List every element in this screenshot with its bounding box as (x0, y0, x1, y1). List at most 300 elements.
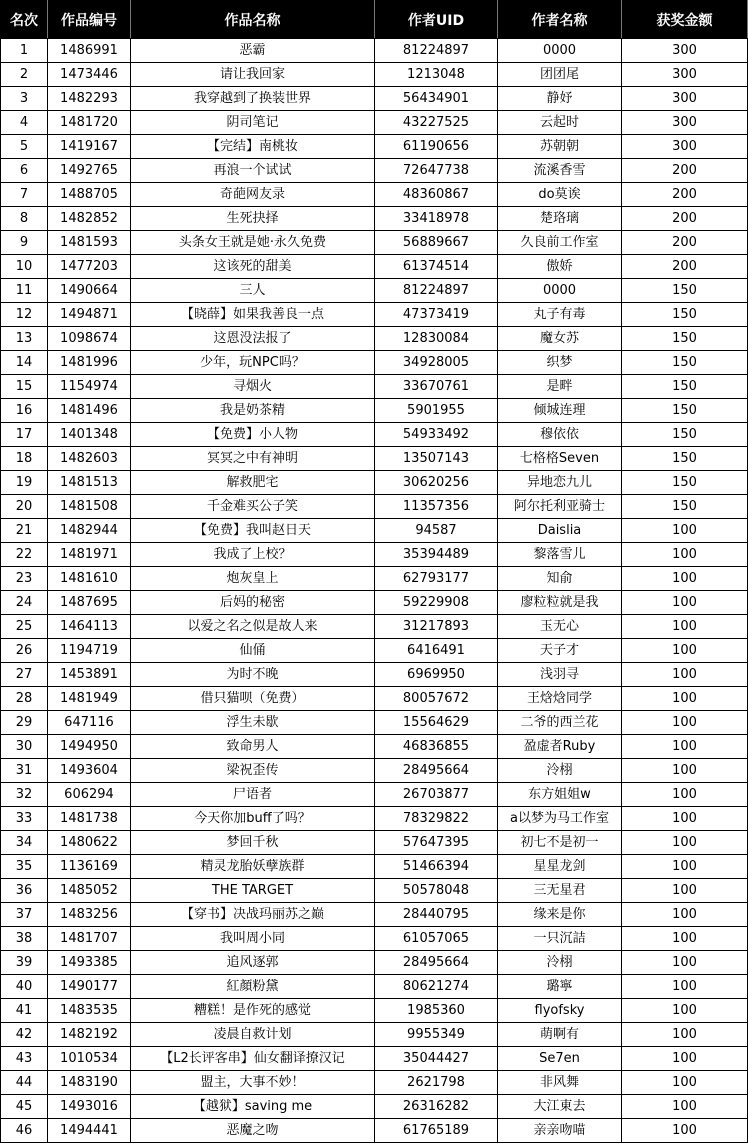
author-name-cell: 廖粒粒就是我 (498, 591, 622, 615)
work-title-cell: 糟糕！是作死的感觉 (131, 999, 375, 1023)
table-row (1, 159, 748, 183)
work-title-cell: 【L2长评客串】仙女翻译撩汉记 (131, 1047, 375, 1071)
author-name-cell: 团团尾 (498, 63, 622, 87)
author-name-cell: 东方姐姐w (498, 783, 622, 807)
work-id-cell: 1483535 (48, 999, 131, 1023)
author-uid-cell: 6969950 (375, 663, 498, 687)
work-id-cell: 1481593 (48, 231, 131, 255)
work-id-cell: 1480622 (48, 831, 131, 855)
work-id-cell: 1482293 (48, 87, 131, 111)
author-uid-cell: 43227525 (375, 111, 498, 135)
award-amount-cell: 100 (622, 615, 748, 639)
author-name-cell: 流溪香雪 (498, 159, 622, 183)
award-amount-cell: 200 (622, 231, 748, 255)
award-amount-cell: 100 (622, 1047, 748, 1071)
table-row (1, 999, 748, 1023)
work-title-cell: 少年，玩NPC吗？ (131, 351, 375, 375)
work-title-cell: 盟主，大事不妙！ (131, 1071, 375, 1095)
author-uid-cell: 48360867 (375, 183, 498, 207)
author-name-cell: 静妤 (498, 87, 622, 111)
work-title-cell: 仙俑 (131, 639, 375, 663)
work-id-cell: 1488705 (48, 183, 131, 207)
award-amount-cell: 100 (622, 975, 748, 999)
work-title-cell: 紅顏粉黛 (131, 975, 375, 999)
author-uid-cell: 9955349 (375, 1023, 498, 1047)
award-amount-cell: 300 (622, 87, 748, 111)
work-id-cell: 1481971 (48, 543, 131, 567)
award-amount-cell: 100 (622, 639, 748, 663)
rank-cell: 24 (1, 591, 48, 615)
work-id-cell: 1482192 (48, 1023, 131, 1047)
table-row (1, 255, 748, 279)
table-row (1, 975, 748, 999)
award-amount-cell: 100 (622, 1095, 748, 1119)
work-id-cell: 1493385 (48, 951, 131, 975)
work-title-cell: 【穿书】决战玛丽苏之巅 (131, 903, 375, 927)
work-id-cell: 1481496 (48, 399, 131, 423)
award-amount-cell: 100 (622, 1119, 748, 1143)
award-amount-cell: 150 (622, 399, 748, 423)
author-uid-cell: 28440795 (375, 903, 498, 927)
work-id-cell: 1401348 (48, 423, 131, 447)
work-title-cell: 这该死的甜美 (131, 255, 375, 279)
award-amount-cell: 100 (622, 591, 748, 615)
table-row (1, 663, 748, 687)
table-row (1, 39, 748, 63)
work-id-cell: 1481610 (48, 567, 131, 591)
work-id-cell: 1010534 (48, 1047, 131, 1071)
rank-cell: 26 (1, 639, 48, 663)
work-id-cell: 1136169 (48, 855, 131, 879)
author-uid-cell: 2621798 (375, 1071, 498, 1095)
rank-cell: 40 (1, 975, 48, 999)
header-rank: 名次 (1, 1, 48, 39)
author-name-cell: 阿尔托利亚骑士 (498, 495, 622, 519)
author-uid-cell: 1985360 (375, 999, 498, 1023)
award-amount-cell: 150 (622, 423, 748, 447)
rank-cell: 3 (1, 87, 48, 111)
work-title-cell: 【免费】我叫赵日天 (131, 519, 375, 543)
work-title-cell: 致命男人 (131, 735, 375, 759)
work-title-cell: 【晓薛】如果我善良一点 (131, 303, 375, 327)
award-amount-cell: 150 (622, 495, 748, 519)
rank-cell: 25 (1, 615, 48, 639)
table-body (1, 39, 748, 1143)
author-uid-cell: 78329822 (375, 807, 498, 831)
rank-cell: 32 (1, 783, 48, 807)
award-amount-cell: 150 (622, 303, 748, 327)
header-author-name: 作者名称 (498, 1, 622, 39)
work-title-cell: 为时不晚 (131, 663, 375, 687)
rank-cell: 9 (1, 231, 48, 255)
author-uid-cell: 35044427 (375, 1047, 498, 1071)
table-row (1, 1023, 748, 1047)
work-id-cell: 1477203 (48, 255, 131, 279)
rank-cell: 44 (1, 1071, 48, 1095)
work-id-cell: 1490664 (48, 279, 131, 303)
table-row (1, 639, 748, 663)
table-row (1, 879, 748, 903)
author-uid-cell: 13507143 (375, 447, 498, 471)
work-id-cell: 1487695 (48, 591, 131, 615)
work-title-cell: 后妈的秘密 (131, 591, 375, 615)
table-row (1, 183, 748, 207)
award-amount-cell: 200 (622, 183, 748, 207)
table-row (1, 855, 748, 879)
author-uid-cell: 5901955 (375, 399, 498, 423)
award-amount-cell: 100 (622, 759, 748, 783)
award-amount-cell: 100 (622, 831, 748, 855)
rank-cell: 2 (1, 63, 48, 87)
work-title-cell: 恶魔之吻 (131, 1119, 375, 1143)
author-name-cell: 王焓焓同学 (498, 687, 622, 711)
work-id-cell: 1481949 (48, 687, 131, 711)
work-id-cell: 1473446 (48, 63, 131, 87)
work-id-cell: 1098674 (48, 327, 131, 351)
rank-cell: 7 (1, 183, 48, 207)
rank-cell: 30 (1, 735, 48, 759)
rank-cell: 27 (1, 663, 48, 687)
header-work-id: 作品编号 (48, 1, 131, 39)
work-title-cell: 解救肥宅 (131, 471, 375, 495)
award-amount-cell: 100 (622, 879, 748, 903)
award-amount-cell: 100 (622, 999, 748, 1023)
award-amount-cell: 300 (622, 111, 748, 135)
table-row (1, 831, 748, 855)
author-uid-cell: 94587 (375, 519, 498, 543)
rank-cell: 39 (1, 951, 48, 975)
table-row (1, 327, 748, 351)
work-title-cell: 请让我回家 (131, 63, 375, 87)
work-title-cell: 追风逐郭 (131, 951, 375, 975)
rank-cell: 5 (1, 135, 48, 159)
rank-cell: 12 (1, 303, 48, 327)
award-amount-cell: 100 (622, 951, 748, 975)
award-amount-cell: 150 (622, 351, 748, 375)
table-row (1, 519, 748, 543)
header-row (1, 1, 748, 39)
table-row (1, 231, 748, 255)
work-id-cell: 1483190 (48, 1071, 131, 1095)
author-uid-cell: 35394489 (375, 543, 498, 567)
work-id-cell: 1194719 (48, 639, 131, 663)
rank-cell: 13 (1, 327, 48, 351)
author-uid-cell: 56889667 (375, 231, 498, 255)
award-amount-cell: 100 (622, 543, 748, 567)
author-name-cell: 楚珞璃 (498, 207, 622, 231)
table-row (1, 135, 748, 159)
work-title-cell: 恶霸 (131, 39, 375, 63)
award-amount-cell: 200 (622, 255, 748, 279)
table-row (1, 87, 748, 111)
rank-cell: 38 (1, 927, 48, 951)
author-name-cell: 初七不是初一 (498, 831, 622, 855)
author-name-cell: 傲娇 (498, 255, 622, 279)
author-uid-cell: 26316282 (375, 1095, 498, 1119)
table-row (1, 951, 748, 975)
author-name-cell: 非风舞 (498, 1071, 622, 1095)
award-amount-cell: 100 (622, 855, 748, 879)
work-title-cell: 生死抉择 (131, 207, 375, 231)
work-id-cell: 1481720 (48, 111, 131, 135)
rank-cell: 35 (1, 855, 48, 879)
work-title-cell: 奇葩网友录 (131, 183, 375, 207)
award-amount-cell: 100 (622, 783, 748, 807)
rank-cell: 19 (1, 471, 48, 495)
work-title-cell: 冥冥之中有神明 (131, 447, 375, 471)
table-row (1, 591, 748, 615)
author-name-cell: 星星龙剑 (498, 855, 622, 879)
work-title-cell: 梦回千秋 (131, 831, 375, 855)
work-id-cell: 1482852 (48, 207, 131, 231)
author-uid-cell: 59229908 (375, 591, 498, 615)
award-amount-cell: 100 (622, 663, 748, 687)
author-uid-cell: 80621274 (375, 975, 498, 999)
author-uid-cell: 30620256 (375, 471, 498, 495)
table-row (1, 711, 748, 735)
author-name-cell: 浅羽寻 (498, 663, 622, 687)
table-row (1, 1119, 748, 1143)
work-id-cell: 1482603 (48, 447, 131, 471)
table-row (1, 423, 748, 447)
author-uid-cell: 47373419 (375, 303, 498, 327)
award-amount-cell: 100 (622, 807, 748, 831)
author-name-cell: 云起时 (498, 111, 622, 135)
table-row (1, 279, 748, 303)
work-title-cell: 精灵龙胎妖孽族群 (131, 855, 375, 879)
author-name-cell: 一只沉詰 (498, 927, 622, 951)
rank-cell: 16 (1, 399, 48, 423)
author-uid-cell: 61057065 (375, 927, 498, 951)
work-title-cell: 我成了上校？ (131, 543, 375, 567)
table-row (1, 351, 748, 375)
author-uid-cell: 1213048 (375, 63, 498, 87)
award-amount-cell: 150 (622, 447, 748, 471)
table-row (1, 1095, 748, 1119)
author-name-cell: 三无星君 (498, 879, 622, 903)
rank-cell: 22 (1, 543, 48, 567)
author-uid-cell: 15564629 (375, 711, 498, 735)
award-amount-cell: 200 (622, 159, 748, 183)
work-id-cell: 1464113 (48, 615, 131, 639)
rank-cell: 33 (1, 807, 48, 831)
award-amount-cell: 100 (622, 903, 748, 927)
author-name-cell: 0000 (498, 279, 622, 303)
author-uid-cell: 80057672 (375, 687, 498, 711)
table-row (1, 567, 748, 591)
author-uid-cell: 62793177 (375, 567, 498, 591)
table-row (1, 207, 748, 231)
award-amount-cell: 100 (622, 711, 748, 735)
author-name-cell: do莫诶 (498, 183, 622, 207)
work-id-cell: 1481707 (48, 927, 131, 951)
work-id-cell: 1483256 (48, 903, 131, 927)
author-name-cell: 0000 (498, 39, 622, 63)
work-title-cell: 以爱之名之似是故人来 (131, 615, 375, 639)
rank-cell: 36 (1, 879, 48, 903)
author-uid-cell: 46836855 (375, 735, 498, 759)
author-name-cell: a以梦为马工作室 (498, 807, 622, 831)
author-name-cell: 七格格Seven (498, 447, 622, 471)
award-amount-cell: 100 (622, 687, 748, 711)
author-uid-cell: 61374514 (375, 255, 498, 279)
work-title-cell: 我是奶茶精 (131, 399, 375, 423)
author-uid-cell: 33670761 (375, 375, 498, 399)
award-amount-cell: 100 (622, 567, 748, 591)
author-uid-cell: 56434901 (375, 87, 498, 111)
work-title-cell: 借只猫呗（免费） (131, 687, 375, 711)
rank-cell: 18 (1, 447, 48, 471)
work-id-cell: 1486991 (48, 39, 131, 63)
rank-cell: 41 (1, 999, 48, 1023)
author-name-cell: 缘来是你 (498, 903, 622, 927)
rank-cell: 28 (1, 687, 48, 711)
author-name-cell: Se7en (498, 1047, 622, 1071)
author-name-cell: 大江東去 (498, 1095, 622, 1119)
table-row (1, 687, 748, 711)
work-id-cell: 1482944 (48, 519, 131, 543)
rank-cell: 11 (1, 279, 48, 303)
rank-cell: 31 (1, 759, 48, 783)
table-row (1, 399, 748, 423)
work-id-cell: 1481513 (48, 471, 131, 495)
author-uid-cell: 12830084 (375, 327, 498, 351)
award-amount-cell: 100 (622, 927, 748, 951)
author-name-cell: 丸子有毒 (498, 303, 622, 327)
work-id-cell: 1494441 (48, 1119, 131, 1143)
work-title-cell: 今天你加buff了吗？ (131, 807, 375, 831)
table-row (1, 615, 748, 639)
author-name-cell: 是畔 (498, 375, 622, 399)
work-id-cell: 1154974 (48, 375, 131, 399)
award-amount-cell: 150 (622, 375, 748, 399)
rank-cell: 46 (1, 1119, 48, 1143)
work-id-cell: 1485052 (48, 879, 131, 903)
work-title-cell: 凌晨自救计划 (131, 1023, 375, 1047)
author-name-cell: 泠栩 (498, 759, 622, 783)
work-id-cell: 1494950 (48, 735, 131, 759)
table-row (1, 927, 748, 951)
work-title-cell: 这恩没法报了 (131, 327, 375, 351)
table-row (1, 1047, 748, 1071)
award-amount-cell: 100 (622, 519, 748, 543)
work-title-cell: 梁祝歪传 (131, 759, 375, 783)
work-id-cell: 1481738 (48, 807, 131, 831)
work-title-cell: 阴司笔记 (131, 111, 375, 135)
author-uid-cell: 57647395 (375, 831, 498, 855)
author-name-cell: 异地恋九儿 (498, 471, 622, 495)
table-row (1, 111, 748, 135)
work-title-cell: 我穿越到了换装世界 (131, 87, 375, 111)
author-uid-cell: 31217893 (375, 615, 498, 639)
author-uid-cell: 6416491 (375, 639, 498, 663)
award-amount-cell: 150 (622, 279, 748, 303)
author-name-cell: 二爷的西兰花 (498, 711, 622, 735)
work-id-cell: 1494871 (48, 303, 131, 327)
table-row (1, 543, 748, 567)
author-name-cell: 苏朝朝 (498, 135, 622, 159)
rank-cell: 1 (1, 39, 48, 63)
work-title-cell: 三人 (131, 279, 375, 303)
author-name-cell: 璐寧 (498, 975, 622, 999)
work-id-cell: 1481508 (48, 495, 131, 519)
header-award-amount: 获奖金额 (622, 1, 748, 39)
work-title-cell: 头条女王就是她·永久免费 (131, 231, 375, 255)
rank-cell: 6 (1, 159, 48, 183)
author-uid-cell: 11357356 (375, 495, 498, 519)
work-title-cell: 浮生未歇 (131, 711, 375, 735)
award-amount-cell: 100 (622, 1023, 748, 1047)
author-name-cell: 穆依依 (498, 423, 622, 447)
award-amount-cell: 300 (622, 39, 748, 63)
award-amount-cell: 150 (622, 327, 748, 351)
author-name-cell: 魔女苏 (498, 327, 622, 351)
author-uid-cell: 61765189 (375, 1119, 498, 1143)
rank-cell: 42 (1, 1023, 48, 1047)
table-row (1, 759, 748, 783)
rank-cell: 29 (1, 711, 48, 735)
work-id-cell: 1492765 (48, 159, 131, 183)
award-amount-cell: 300 (622, 135, 748, 159)
author-uid-cell: 51466394 (375, 855, 498, 879)
author-uid-cell: 50578048 (375, 879, 498, 903)
author-uid-cell: 81224897 (375, 279, 498, 303)
author-uid-cell: 72647738 (375, 159, 498, 183)
rank-cell: 10 (1, 255, 48, 279)
work-title-cell: 【免费】小人物 (131, 423, 375, 447)
award-amount-cell: 100 (622, 735, 748, 759)
award-amount-cell: 200 (622, 207, 748, 231)
work-title-cell: THE TARGET (131, 879, 375, 903)
author-name-cell: 天子才 (498, 639, 622, 663)
work-id-cell: 1493016 (48, 1095, 131, 1119)
rank-cell: 21 (1, 519, 48, 543)
author-name-cell: 倾城连理 (498, 399, 622, 423)
work-id-cell: 1493604 (48, 759, 131, 783)
author-uid-cell: 61190656 (375, 135, 498, 159)
work-id-cell: 1419167 (48, 135, 131, 159)
author-uid-cell: 34928005 (375, 351, 498, 375)
author-uid-cell: 81224897 (375, 39, 498, 63)
work-title-cell: 【越狱】saving me (131, 1095, 375, 1119)
rank-cell: 43 (1, 1047, 48, 1071)
author-uid-cell: 28495664 (375, 759, 498, 783)
work-title-cell: 【完结】南桃妆 (131, 135, 375, 159)
rank-cell: 45 (1, 1095, 48, 1119)
header-author-uid: 作者UID (375, 1, 498, 39)
author-name-cell: Daislia (498, 519, 622, 543)
table-row (1, 495, 748, 519)
table-row (1, 447, 748, 471)
table-header (1, 1, 748, 39)
author-uid-cell: 26703877 (375, 783, 498, 807)
work-title-cell: 我叫周小同 (131, 927, 375, 951)
table-row (1, 471, 748, 495)
table-row (1, 903, 748, 927)
work-title-cell: 炮灰皇上 (131, 567, 375, 591)
rank-cell: 20 (1, 495, 48, 519)
author-name-cell: 萌啊有 (498, 1023, 622, 1047)
author-uid-cell: 28495664 (375, 951, 498, 975)
rank-cell: 8 (1, 207, 48, 231)
author-name-cell: 知俞 (498, 567, 622, 591)
rank-cell: 37 (1, 903, 48, 927)
table-row (1, 63, 748, 87)
author-name-cell: 盈虚者Ruby (498, 735, 622, 759)
author-uid-cell: 54933492 (375, 423, 498, 447)
work-title-cell: 尸语者 (131, 783, 375, 807)
author-name-cell: 泠栩 (498, 951, 622, 975)
